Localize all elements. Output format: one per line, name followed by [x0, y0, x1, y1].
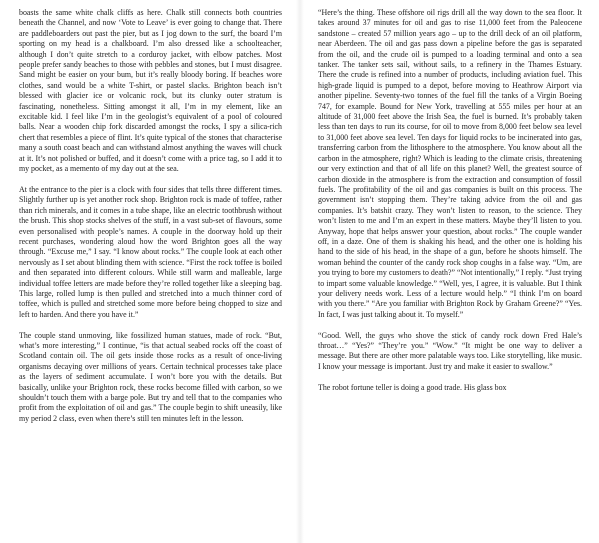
- paragraph: At the entrance to the pier is a clock with four sides that tells three different times. Slightly further up is yet another rock shop. Brighton rock is made of toffee, rather than rich minerals, and it comes in a tube shape, like an electric toothbrush without the brush. This shop stocks shelves of the stuff, in a vast sub-set of flavours, some even personalised with people’s names. A couple in the doorway hold up their recent purchases, wondering aloud how the word Brighton goes all the way through. “Excuse me,” I say. “I know about rocks.” The couple look at each other nervously as I set about blinding them with science. “First the rock toffee is boiled and then separated into different colours. While still warm and malleable, large individual toffee letters are made before they’re rolled together like a sleeping bag. This large, rolled lump is then pulled and stretched into a much thinner cord of toffee, which is pulled and stretched some more before being chopped to size and left to harden. And there you have it.”: [19, 184, 282, 319]
- paragraph: The robot fortune teller is doing a good trade. His glass box: [318, 382, 507, 392]
- paragraph: “Here’s the thing. These offshore oil rigs drill all the way down to the sea floor. It takes around 37 minutes for oil and gas to rise 11,000 feet from the Paleocene sandstone – created 57 million years ago – up to the drill deck of an oil platform, near Aberdeen. The oil and gas pass down a pipeline before the gas is separated from the oil, and the crude oil is pumped to a loading terminal and onto a sea tanker. The tanker sets sail, without sails, to a refinery in the Thames Estuary. There the crude is refined into a number of products, including aviation fuel. This high-grade liquid is pumped to a depot, before moving to Heathrow Airport via another pipeline. Seventy-two tonnes of the fuel fill the tanks of a Virgin Boeing 747, for example. Bound for New York, travelling at 555 miles per hour at an altitude of 31,000 feet above the Irish Sea, the fuel is burned. It’s probably taken less than ten days to run its course, for oil to move from 8,000 feet below sea level to 31,000 feet above sea level. Ten days for liquid rocks to be incinerated into gas, transferring carbon from the lithosphere to the atmosphere. You know about all the carbon in the atmosphere, right? Which is leading to the climate crisis, threatening our very extinction and that of all life on this planet? Well, the greatest source of carbon dioxide in the atmosphere is from the extraction and consumption of fossil fuels. The profitability of the oil and gas companies is built on this process. The government isn’t stopping them. They’re taking advice from the oil and gas companies. It’s batshit crazy. They won’t listen to reason, to the science. They won’t listen to me and I’m an expert in these matters. Maybe they’ll listen to you. Anyway, hope that helps answer your question, about rocks.” The couple wander off, in a daze. One of them is shaking his head, and the other one is holding his hand to the side of his head, in the shape of a gun, before he shoots himself. The woman behind the counter of the candy rock shop coughs in a false way. “Um, are you trying to bore my customers to death?” “Not intentionally,” I reply. “Just trying to impart some valuable knowledge.” “Well, yes, I agree, it is valuable. But I think your delivery needs work. Less of a lecture would help.” “I think I’m on board with you there.” “Are you familiar with Brighton Rock by Graham Greene?” “Yes. In fact, I was just talking about it. To myself.”: [318, 8, 582, 319]
- paragraph: The couple stand unmoving, like fossilized human statues, made of rock. “But, what’s more interesting,” I continue, “is that actual seabed rocks off the coast of Scotland contain oil. The oil gets inside those rocks as a result of once-living organisms decaying over millions of years. Certain technical processes take place as the layers of sediment accumulate. I won’t bore you with the details. But basically, unlike your Brighton rock, these rocks become filled with carbon, so we shouldn’t touch them with a barge pole. But try and tell that to the companies who profit from the exploitation of oil and gas.” The couple begin to shift uneasily, like my period 2 class, even when there’s still ten minutes left in the lesson.: [19, 330, 282, 423]
- paragraph: “Good. Well, the guys who shove the stick of candy rock down Fred Hale’s throat…” “Yes?” “They’re you.” “Wow.” “It might be one way to deliver a message. But there are other more palatable ways too. Like storytelling, like music. I know your message is important. Just try and make it easier to swallow.”: [318, 330, 582, 371]
- right-page-text: [318, 8, 582, 393]
- page-gutter: [296, 0, 304, 543]
- left-page-text: [19, 8, 282, 424]
- paragraph: boasts the same white chalk cliffs as here. Chalk still connects both countries beneath the Channel, and now ‘Vote to Leave’ is ever going to change that. There are paddleboarders out past the pier, but as I jog down to the surf, the board I’m sporting on my head is a chalkboard. I’m also dressed like a schoolteacher, although I don’t quite stretch to a corduroy jacket, with elbow patches. Most people prefer sandy beaches to those with pebbles and stones, but I must disagree. Sand might be easier on your bum, but it’s really bloody boring. If beaches wore clothes, sand would be a white T-shirt, or pastel slacks. Brighton beach isn’t blessed with glacier ice or volcanic rock, but its clunky outer stratum is fascinating, nonetheless. Sitting amongst it all, I’m in my element, like an excitable kid. I feel like I’m in the geologist’s equivalent of a pool of coloured balls. Near a wooden chip fork discarded amongst the rocks, I spy a silica-rich chert that resembles a piece of flint. It’s quite typical of the stones that characterise many a south coast beach and can withstand almost anything the waves will chuck at it. It’s not polished or buffed, and it doesn’t come with a price tag, so I add it to my pocket, as a memento of my day out at the sea.: [19, 8, 282, 174]
